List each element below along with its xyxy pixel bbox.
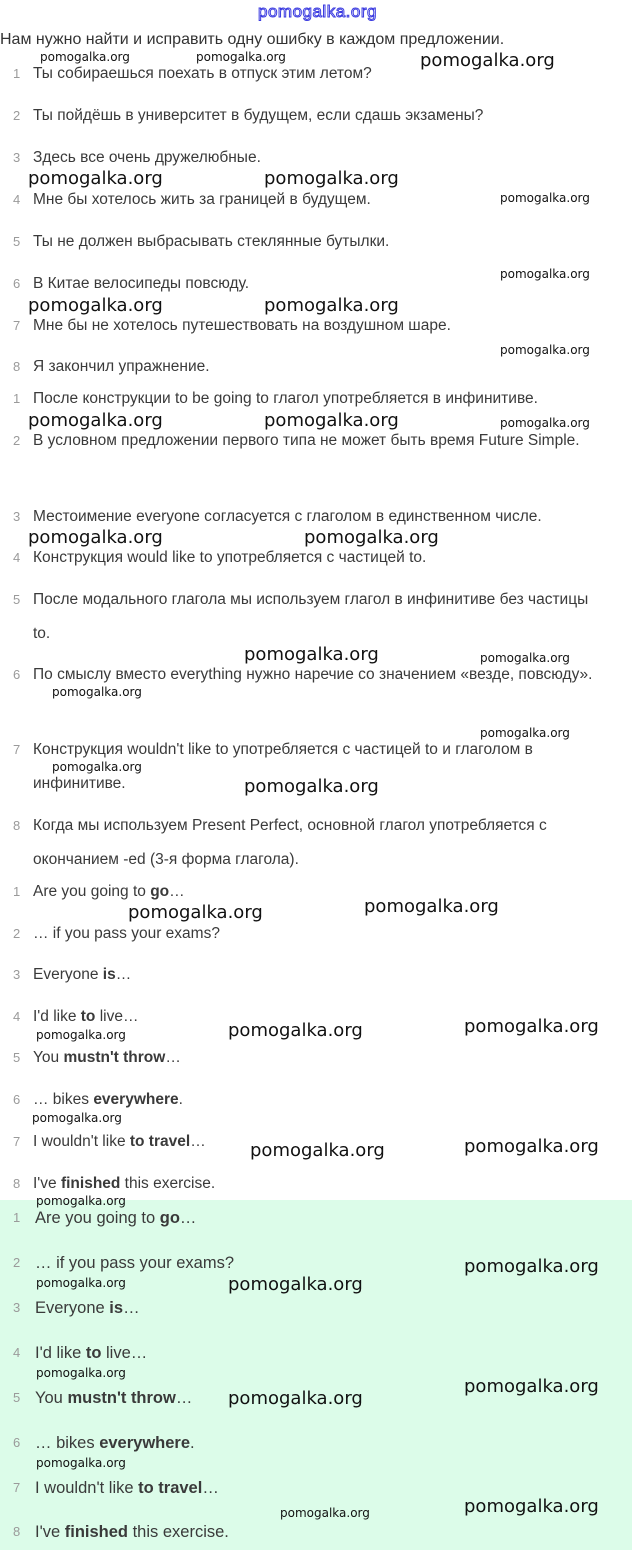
text-segment: В Китае велосипеды повсюду. (33, 275, 250, 292)
text-segment: … (115, 966, 132, 983)
item-number: 7 (13, 1134, 21, 1149)
bold-answer: to travel (138, 1479, 203, 1497)
text-segment: Ты пойдёшь в университет в будущем, если сдашь экзамены? (33, 107, 484, 124)
watermark: pomogalka.org (28, 168, 163, 189)
watermark: pomogalka.org (36, 1276, 126, 1290)
text-segment: В условном предложении первого типа не может быть время Future Simple. (33, 432, 580, 449)
item-number: 6 (13, 1092, 21, 1107)
text-segment: … (175, 1389, 193, 1407)
watermark: pomogalka.org (480, 726, 570, 740)
text-segment: … (169, 883, 185, 900)
text-segment: По смыслу вместо everything нужно наречие со значением «везде, повсюду». (33, 666, 593, 683)
item-number: 1 (13, 1210, 21, 1225)
text-segment: … (202, 1479, 219, 1497)
item-text (33, 225, 608, 259)
watermark: pomogalka.org (244, 776, 379, 797)
item-number: 7 (13, 742, 21, 757)
bold-answer: is (109, 1299, 124, 1317)
item-number: 5 (13, 234, 21, 249)
item-number: 4 (13, 1345, 21, 1360)
item-text (35, 1336, 610, 1370)
text-segment: Are you going to (35, 1209, 160, 1227)
watermark: pomogalka.org (500, 416, 590, 430)
item-number: 3 (13, 509, 21, 524)
item-text (33, 1041, 608, 1075)
text-segment: I've (35, 1523, 65, 1541)
text-segment: this exercise. (128, 1523, 229, 1541)
item-text (33, 958, 608, 992)
bold-answer: mustn't throw (63, 1049, 166, 1066)
item-number: 8 (13, 1524, 21, 1539)
text-segment: I'd like (33, 1008, 81, 1025)
watermark: pomogalka.org (32, 1111, 122, 1125)
item-text (33, 99, 608, 133)
text-segment: … (123, 1299, 140, 1317)
watermark: pomogalka.org (36, 1456, 126, 1470)
text-segment: live… (95, 1008, 139, 1025)
item-number: 4 (13, 192, 21, 207)
text-segment: Конструкция wouldn't like to употребляется с частицей to и глаголом в инфинитиве. (33, 741, 533, 792)
item-number: 1 (13, 884, 21, 899)
text-segment: Ты не должен выбрасывать стеклянные бутылки. (33, 233, 390, 250)
watermark: pomogalka.org (264, 168, 399, 189)
item-number: 6 (13, 1435, 21, 1450)
item-number: 2 (13, 1255, 21, 1270)
item-text (35, 1515, 610, 1549)
text-segment: You (35, 1389, 68, 1407)
bold-answer: to (85, 1344, 102, 1362)
item-number: 6 (13, 667, 21, 682)
text-segment: … (190, 1133, 206, 1150)
text-segment: Я закончил упражнение. (33, 358, 210, 375)
watermark: pomogalka.org (128, 902, 263, 923)
text-segment: I'd like (35, 1344, 86, 1362)
text-segment: … if you pass your exams? (35, 1254, 234, 1272)
text-segment: … (179, 1209, 197, 1227)
text-segment: … if you pass your exams? (33, 925, 220, 942)
item-text (33, 583, 608, 651)
item-text (33, 809, 608, 877)
item-text (35, 1426, 610, 1460)
item-number: 3 (13, 1300, 21, 1315)
item-number: 1 (13, 391, 21, 406)
watermark: pomogalka.org (264, 295, 399, 316)
item-number: 4 (13, 550, 21, 565)
watermark: pomogalka.org (28, 527, 163, 548)
item-number: 8 (13, 818, 21, 833)
site-header: pomogalka.org (258, 2, 377, 21)
watermark: pomogalka.org (264, 410, 399, 431)
text-segment: Мне бы хотелось жить за границей в будущем. (33, 191, 371, 208)
text-segment: I wouldn't like (35, 1479, 139, 1497)
text-segment: Когда мы используем Present Perfect, основной глагол употребляется с окончанием -ed (3-я форма глагола). (33, 817, 547, 868)
item-number: 6 (13, 276, 21, 291)
bold-answer: mustn't throw (67, 1389, 176, 1407)
watermark: pomogalka.org (52, 685, 142, 699)
watermark: pomogalka.org (420, 50, 555, 71)
bold-answer: is (102, 966, 116, 983)
watermark: pomogalka.org (244, 644, 379, 665)
bold-answer: to (80, 1008, 96, 1025)
text-segment: live… (101, 1344, 148, 1362)
watermark: pomogalka.org (250, 1140, 385, 1161)
text-segment: I wouldn't like (33, 1133, 130, 1150)
item-number: 2 (13, 108, 21, 123)
item-number: 7 (13, 318, 21, 333)
watermark: pomogalka.org (196, 50, 286, 64)
watermark: pomogalka.org (228, 1388, 363, 1409)
item-number: 5 (13, 1050, 21, 1065)
item-number: 2 (13, 433, 21, 448)
text-segment: Мне бы не хотелось путешествовать на воздушном шаре. (33, 317, 451, 334)
watermark: pomogalka.org (464, 1496, 599, 1517)
text-segment: Конструкция would like to употребляется с частицей to. (33, 549, 427, 566)
watermark: pomogalka.org (36, 1028, 126, 1042)
item-number: 8 (13, 359, 21, 374)
watermark: pomogalka.org (36, 1366, 126, 1380)
item-number: 5 (13, 592, 21, 607)
text-segment: . (190, 1434, 195, 1452)
watermark: pomogalka.org (36, 1194, 126, 1208)
item-number: 3 (13, 150, 21, 165)
watermark: pomogalka.org (28, 410, 163, 431)
item-number: 5 (13, 1390, 21, 1405)
item-number: 3 (13, 967, 21, 982)
item-number: 4 (13, 1009, 21, 1024)
watermark: pomogalka.org (228, 1274, 363, 1295)
text-segment: Здесь все очень дружелюбные. (33, 149, 261, 166)
bold-answer: to travel (129, 1133, 191, 1150)
watermark: pomogalka.org (280, 1506, 370, 1520)
text-segment: … (165, 1049, 181, 1066)
item-number: 8 (13, 1176, 21, 1191)
watermark: pomogalka.org (228, 1020, 363, 1041)
item-number: 7 (13, 1480, 21, 1495)
bold-answer: go (159, 1209, 180, 1227)
text-segment: Everyone (35, 1299, 110, 1317)
watermark: pomogalka.org (500, 267, 590, 281)
text-segment: После конструкции to be going to глагол употребляется в инфинитиве. (33, 390, 538, 407)
task-instruction: Нам нужно найти и исправить одну ошибку в каждом предложении. (0, 31, 505, 48)
watermark: pomogalka.org (500, 343, 590, 357)
watermark: pomogalka.org (464, 1016, 599, 1037)
item-text (33, 875, 608, 909)
bold-answer: go (150, 883, 170, 900)
item-number: 1 (13, 66, 21, 81)
item-text (33, 917, 608, 951)
text-segment: … bikes (35, 1434, 100, 1452)
text-segment: You (33, 1049, 64, 1066)
item-text (35, 1291, 610, 1325)
bold-answer: everywhere (99, 1434, 191, 1452)
watermark: pomogalka.org (52, 760, 142, 774)
text-segment: Ты собираешься поехать в отпуск этим летом? (33, 65, 372, 82)
watermark: pomogalka.org (480, 651, 570, 665)
bold-answer: finished (60, 1175, 121, 1192)
watermark: pomogalka.org (464, 1136, 599, 1157)
watermark: pomogalka.org (40, 50, 130, 64)
text-segment: … bikes (33, 1091, 94, 1108)
text-segment: Are you going to (33, 883, 151, 900)
text-segment: Everyone (33, 966, 103, 983)
bold-answer: everywhere (93, 1091, 179, 1108)
watermark: pomogalka.org (304, 527, 439, 548)
text-segment: Местоимение everyone согласуется с глаголом в единственном числе. (33, 508, 542, 525)
watermark: pomogalka.org (28, 295, 163, 316)
watermark: pomogalka.org (464, 1376, 599, 1397)
text-segment: I've (33, 1175, 61, 1192)
item-number: 2 (13, 926, 21, 941)
text-segment: this exercise. (120, 1175, 216, 1192)
text-segment: После модального глагола мы используем глагол в инфинитиве без частицы to. (33, 591, 589, 642)
watermark: pomogalka.org (464, 1256, 599, 1277)
bold-answer: finished (64, 1523, 129, 1541)
watermark: pomogalka.org (364, 896, 499, 917)
watermark: pomogalka.org (500, 191, 590, 205)
text-segment: . (178, 1091, 183, 1108)
